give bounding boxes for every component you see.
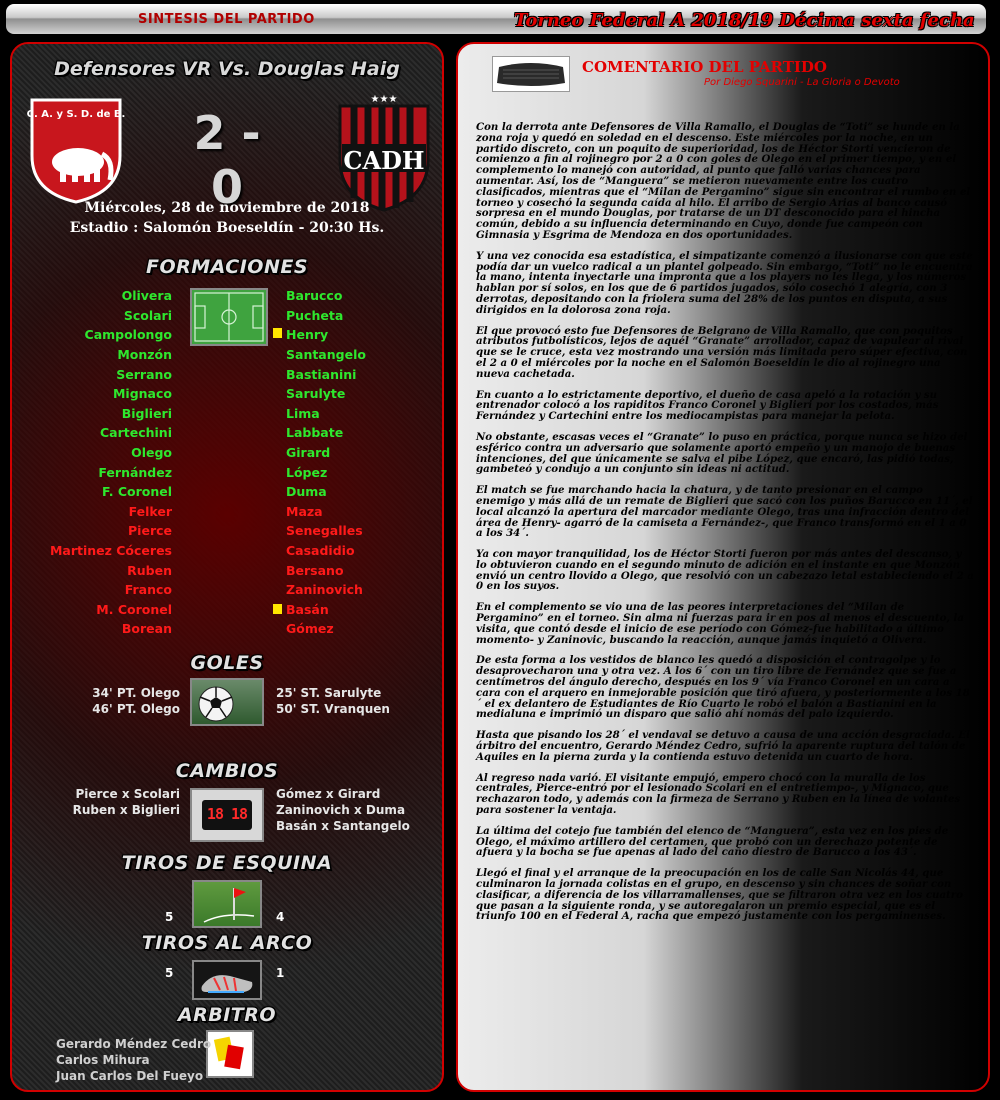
goal-entry: 34' PT. Olego [92,686,180,700]
home-player: Biglieri [121,406,172,421]
change-entry: Ruben x Biglieri [72,803,180,817]
match-summary-panel [10,42,444,1092]
match-date: Miércoles, 28 de noviembre de 2018 [84,200,370,216]
article-paragraph: Al regreso nada varió. El visitante empujó, empero chocó con la muralla de los centrales, Pierce-entró por el lesionado Scolari en el entretiempo-, y Mignaco, que rechazaron todo, y además con la firmeza de Serrano y Ruben en la línea de volantes para sostener la ventaja. [476,771,961,817]
away-shots: 1 [276,966,285,980]
scoreboard: 2 - 0 [193,106,261,214]
yellow-card-icon [273,604,282,614]
away-bench: Senegalles [286,523,363,538]
article-paragraph: En el complemento se vio una de las peores interpretaciones del “Milan de Pergamino” en el torneo. Sin alma ni fuerzas para ir en pos al menos el descuento, la visita, que contó desde el inicio de ese período con Gómez-fue habilitado a último momento- y Zaninovic, buscando la reacción, aunque jamás inquietó a Olivera. [476,601,964,646]
home-bench: Martinez Cóceres [49,543,172,558]
referee-name: Carlos Mihura [56,1053,150,1067]
corners-title: TIROS DE ESQUINA [121,852,333,874]
changes-title: CAMBIOS [175,760,279,782]
article-paragraph: No obstante, escasas veces el “Granate” lo puso en práctica, porque nunca se hizo del esférico contra un adversario que solamente aportó empeño y un manojo de buenas intenciones, del que únicamente se salva el pibe López, que encaró, las pidió todas, gambeteó y condujo a un conjunto sin ideas ni actitud. [476,430,968,476]
shots-title: TIROS AL ARCO [141,932,313,954]
home-player: Olivera [121,288,172,303]
commentary-article [476,122,974,932]
match-title: Defensores VR Vs. Douglas Haig [54,58,400,80]
away-corners: 4 [276,910,285,924]
home-bench: Ruben [127,563,172,578]
referee-list [56,1036,211,1084]
away-player: Girard [286,445,331,460]
article-paragraph: En cuanto a lo estrictamente deportivo, el dueño de casa apeló a la rotación y su entrenador colocó a los rapiditos Franco Coronel y Biglieri por los costados, más Fernández y Cartechini entre los mediocampistas para manejar la pelota. [476,388,939,423]
home-player: Mignaco [112,386,172,401]
goals-title: GOLES [190,652,264,674]
away-player: Barucco [286,288,343,303]
away-player: Henry [286,327,329,342]
home-player: Fernández [98,465,172,480]
away-bench: Casadidio [286,543,355,558]
home-player: Cartechini [99,425,172,440]
away-changes [276,786,410,834]
home-player: Serrano [116,367,172,382]
away-player: Duma [286,484,327,499]
away-bench: Basán [286,602,329,617]
yellow-card-icon [273,328,282,338]
substitution-board-icon [190,788,264,842]
referee-name: Juan Carlos Del Fueyo [56,1069,204,1083]
change-entry: Basán x Santangelo [276,819,410,833]
home-goals [12,685,180,717]
away-player: Santangelo [286,347,366,362]
home-player: Olego [131,445,172,460]
article-paragraph: Con la derrota ante Defensores de Villa Ramallo, el Douglas de “Toti” se hunde en la zona roja y quedó en soledad en el descenso. Este miércoles por la noche, en un partido discreto, con un poquito de superioridad, los de Héctor Storti vencieron de comienzo a fin al rojinegro por 2 a 0 con goles de Olego en el primer tiempo, y en el complemento lo manejó con autoridad, al punto que falló varias chances para aumentar. Así, los de “Manguera” se metieron nuevamente entre los cuatro clasificados, mientras que el “Milan de Pergamino” sigue sin encontrar el rumbo en el torneo y cosechó la segunda caída al hilo. El arribo de Sergio Arias al banco causó sorpresa en el mundo Douglas, por tratarse de un DT desconocido para el hincha común, debido a su influencia determinando en Cuyo, donde fue campeón con Gimnasia y Esgrima de Mendoza en dos oportunidades. [476,121,971,241]
article-paragraph: Y una vez conocida esa estadística, el simpatizante comenzó a ilusionarse con que este podía dar un vuelco radical a un plantel golpeado. Sin embargo, “Toti” no le encuentra la mano, intenta inyectarle una impronta que a los players no les llega, y los números hablan por sí solos, en los que de 6 partidos jugados, sólo cosechó 1 alegría, con 3 derrotas, depositando con la friolera suma del 28% de los puntos en disputa, a sus dirigidos en la dolorosa zona roja. [476,249,973,316]
away-goals [276,685,390,717]
away-player: Sarulyte [286,386,346,401]
home-player: Campolongo [84,327,172,342]
article-paragraph: Hasta que pisando los 28´ el vendaval se detuvo a causa de una acción desgraciada. El árbitro del encuentro, Gerardo Méndez Cedro, sufrió la aparente ruptura del talón de Aquiles en la pierna zurda y la contienda estuvo detenida un cuarto de hora. [476,729,970,763]
change-entry: Zaninovich x Duma [276,803,406,817]
pitch-icon [190,288,268,346]
goal-entry: 25' ST. Sarulyte [276,686,382,700]
away-bench: Zaninovich [286,582,363,597]
top-bar [6,4,986,34]
corner-flag-icon [192,880,262,928]
goal-entry: 50' ST. Vranquen [276,702,390,716]
home-corners: 5 [165,910,174,924]
referee-cards-icon [206,1030,254,1078]
home-bench: Borean [121,621,172,636]
away-bench: Maza [286,504,323,519]
referee-name: Gerardo Méndez Cedro [56,1037,212,1051]
commentary-author: Por Diego Squarini - La Gloria o Devoto [704,77,900,88]
home-player: Monzón [117,347,172,362]
commentary-panel [456,42,990,1092]
home-bench: M. Coronel [96,602,172,617]
section-title-synthesis: SINTESIS DEL PARTIDO [138,12,315,27]
change-entry: Gómez x Girard [276,787,381,801]
change-entry: Pierce x Scolari [75,787,180,801]
away-badge-text: CADH [343,146,425,175]
home-bench: Felker [128,504,172,519]
away-player: López [286,465,328,480]
home-bench: Pierce [128,523,172,538]
match-stadium: Estadio : Salomón Boeseldín - 20:30 Hs. [69,220,385,236]
away-player: Bastianini [286,367,357,382]
keyboard-icon [492,56,570,92]
home-bench: Franco [124,582,172,597]
home-player: Scolari [123,308,172,323]
article-paragraph: Ya con mayor tranquilidad, los de Héctor Storti fueron por más antes del descanso, y lo obtuvieron cuando en el segundo minuto de adición en el instante en que Monzón envió un centro llovido a Olego, que resolvió con un cabezazo letal estableciendo el 2 a 0 en los suyos. [476,548,974,593]
away-bench: Gómez [286,621,334,636]
football-boot-icon [192,960,262,1000]
home-player: F. Coronel [102,484,172,499]
away-player: Lima [286,406,320,421]
formations-title: FORMACIONES [145,256,309,278]
away-bench: Bersano [286,563,344,578]
commentary-title: COMENTARIO DEL PARTIDO [582,58,827,76]
away-player: Labbate [286,425,344,440]
article-paragraph: De esta forma a los vestidos de blanco les quedó a disposición el contragolpe y lo desaprovecharon una y otra vez. A los 6´ con un tiro libre de Fernández que se fue a centímetros del ángulo derecho, después en los 9´ vía Franco Coronel en un cara a cara con el arquero en inmejorable posición que tiró afuera, y posteriormente a los 18´ el ex delantero de Estudiantes de Río Cuarto le robó el balón a Bastianini en la medialuna e imprimió un disparo que salió ahí nomás del palo izquierdo. [476,654,970,721]
away-lineup [286,288,436,638]
article-paragraph: La última del cotejo fue también del elenco de “Manguera”, esta vez en los pies de Olego, el máximo artillero del certamen, que probó con un derechazo potente de afuera y la bocha se fue apenas al lado del caño diestro de Barucco a los 43´. [476,824,949,859]
away-player: Pucheta [286,308,344,323]
substitution-board-display: 18 18 [206,805,248,823]
home-lineup [12,288,172,638]
home-changes [12,786,180,818]
goal-entry: 46' PT. Olego [92,702,180,716]
referee-title: ARBITRO [177,1004,277,1026]
article-paragraph: El que provocó esto fue Defensores de Belgrano de Villa Ramallo, que con poquitos atributos futbolísticos, lejos de aquél “Granate” arrollador, capaz de vapulear al rival que se le cruce, esta vez mostrando una versión más limitada pero súper efectiva, con el 2 a 0 el miércoles por la noche en el Salomón Boeseldín le dio al rojinegro una nueva cachetada. [476,324,968,380]
home-shots: 5 [165,966,174,980]
soccer-ball-icon [190,678,264,726]
article-paragraph: Llegó el final y el arranque de la preocupación en los de calle San Nicolás 44, que culminaron la jornada colistas en el grupo, en descenso y sin chances de soñar con clasificar, a diferencia de los villarramallenses, que se filtraron otra vez en los cuatro que pasan a la siguiente ronda, y se autoregalaron un premio especial, que es el triunfo 100 en el Federal A, racha que empezó justamente con los pergaminenses. [476,867,963,923]
article-paragraph: El match se fue marchando hacia la chatura, y de tanto presionar en el campo enemigo y más allá de un remate de Biglieri que sacó con los puños Barucco en 11´, el local alcanzó la apertura del marcador mediante Olego, tras una infracción dentro del área de Henry- agarró de la camiseta a Fernández-, que Franco transformó en el 1 a 0 a los 34´. [476,484,973,540]
home-badge-text: C. A. y S. D. de B. [26,109,126,120]
svg-text:★★★: ★★★ [370,94,398,105]
tournament-title: Torneo Federal A 2018/19 Décima sexta fecha [514,10,975,31]
